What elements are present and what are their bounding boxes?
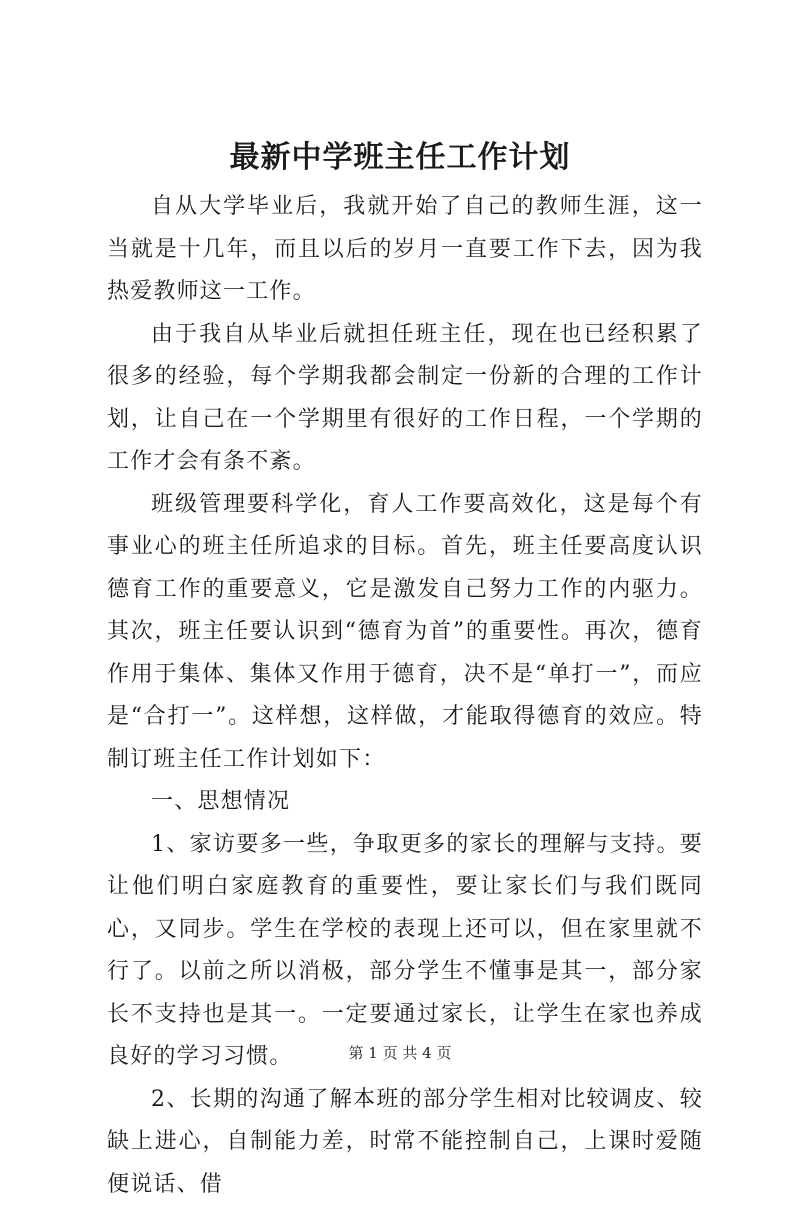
section-heading-thought: 一、思想情况 <box>107 781 703 824</box>
document-title: 最新中学班主任工作计划 <box>0 138 800 178</box>
paragraph-intro: 自从大学毕业后，我就开始了自己的教师生涯，这一当就是十几年，而且以后的岁月一直要工作下去，因为我热爱教师这一工作。 <box>107 186 703 314</box>
paragraph-home-visits: 1、家访要多一些，争取更多的家长的理解与支持。要让他们明白家庭教育的重要性，要让家长们与我们既同心，又同步。学生在学校的表现上还可以，但在家里就不行了。以前之所以消极，部分学生不懂事是其一，部分家长不支持也是其一。一定要通过家长，让学生在家也养成良好的学习习惯。 <box>107 824 703 1079</box>
paragraph-management: 班级管理要科学化，育人工作要高效化，这是每个有事业心的班主任所追求的目标。首先，班主任要高度认识德育工作的重要意义，它是激发自己努力工作的内驱力。其次，班主任要认识到“德育为首”的重要性。再次，德育作用于集体、集体又作用于德育，决不是“单打一”，而应是“合打一”。这样想，这样做，才能取得德育的效应。特制订班主任工作计划如下： <box>107 484 703 782</box>
page-footer: 第 1 页 共 4 页 <box>0 1043 800 1063</box>
paragraph-communication: 2、长期的沟通了解本班的部分学生相对比较调皮、较缺上进心，自制能力差，时常不能控制自己，上课时爱随便说话、借 <box>107 1079 703 1206</box>
paragraph-experience: 由于我自从毕业后就担任班主任，现在也已经积累了很多的经验，每个学期我都会制定一份新的合理的工作计划，让自己在一个学期里有很好的工作日程，一个学期的工作才会有条不紊。 <box>107 314 703 484</box>
